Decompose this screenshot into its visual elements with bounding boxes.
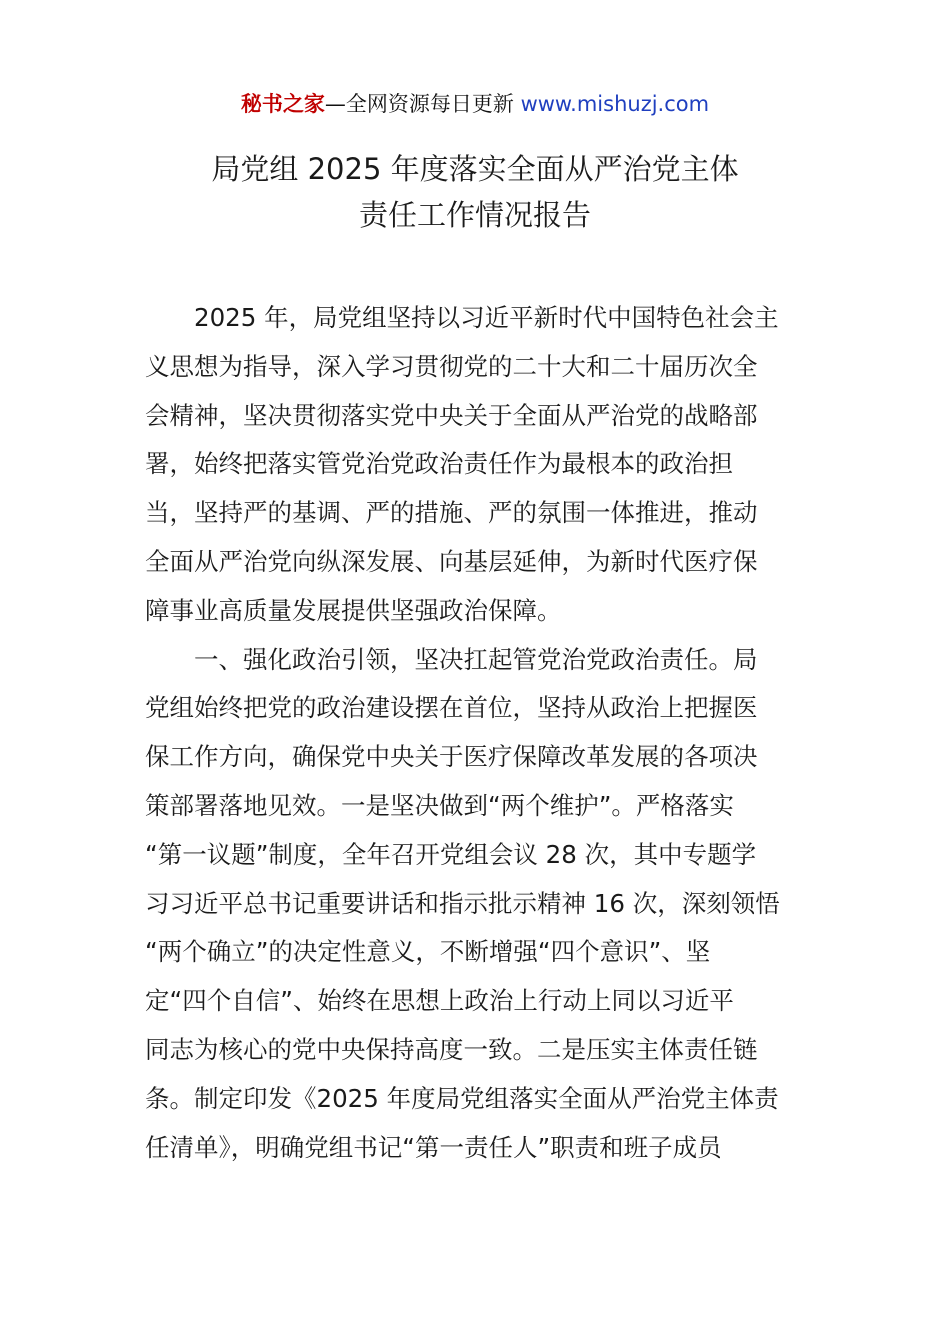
body-line: “两个确立”的决定性意义，不断增强“四个意识”、坚 <box>145 937 711 967</box>
body-line: 全面从严治党向纵深发展、向基层延伸，为新时代医疗保 <box>145 546 758 576</box>
body-line: 当，坚持严的基调、严的措施、严的氛围一体推进，推动 <box>145 498 758 528</box>
body-line: 一、强化政治引领，坚决扛起管党治党政治责任。局 <box>145 644 758 674</box>
body-line: “第一议题”制度，全年召开党组会议 28 次，其中专题学 <box>145 839 757 869</box>
body-line: 署，始终把落实管党治党政治责任作为最根本的政治担 <box>145 449 733 479</box>
body-line: 定“四个自信”、始终在思想上政治上行动上同以习近平 <box>145 986 734 1016</box>
body-line: 会精神，坚决贯彻落实党中央关于全面从严治党的战略部 <box>145 400 758 430</box>
site-url-link[interactable]: www.mishuzj.com <box>520 92 710 116</box>
document-body <box>145 294 807 1172</box>
brand-name: 秘书之家 <box>240 92 325 116</box>
body-line: 党组始终把党的政治建设摆在首位，坚持从政治上把握医 <box>145 693 758 723</box>
body-line: 习习近平总书记重要讲话和指示批示精神 16 次，深刻领悟 <box>145 888 780 918</box>
body-line: 保工作方向，确保党中央关于医疗保障改革发展的各项决 <box>145 742 758 772</box>
body-line: 同志为核心的党中央保持高度一致。二是压实主体责任链 <box>145 1034 758 1064</box>
body-line: 障事业高质量发展提供坚强政治保障。 <box>145 595 562 625</box>
site-header <box>0 89 950 119</box>
body-line: 策部署落地见效。一是坚决做到“两个维护”。严格落实 <box>145 790 734 820</box>
body-line: 2025 年，局党组坚持以习近平新时代中国特色社会主 <box>145 303 779 332</box>
body-line: 任清单》，明确党组书记“第一责任人”职责和班子成员 <box>145 1132 722 1162</box>
body-line: 义思想为指导，深入学习贯彻党的二十大和二十届历次全 <box>145 351 758 381</box>
document-title <box>0 146 950 238</box>
body-line: 条。制定印发《2025 年度局党组落实全面从严治党主体责 <box>145 1083 779 1113</box>
title-line-2: 责任工作情况报告 <box>358 198 591 232</box>
title-line-1: 局党组 2025 年度落实全面从严治党主体 <box>211 152 739 186</box>
header-tagline: —全网资源每日更新 <box>324 92 521 116</box>
